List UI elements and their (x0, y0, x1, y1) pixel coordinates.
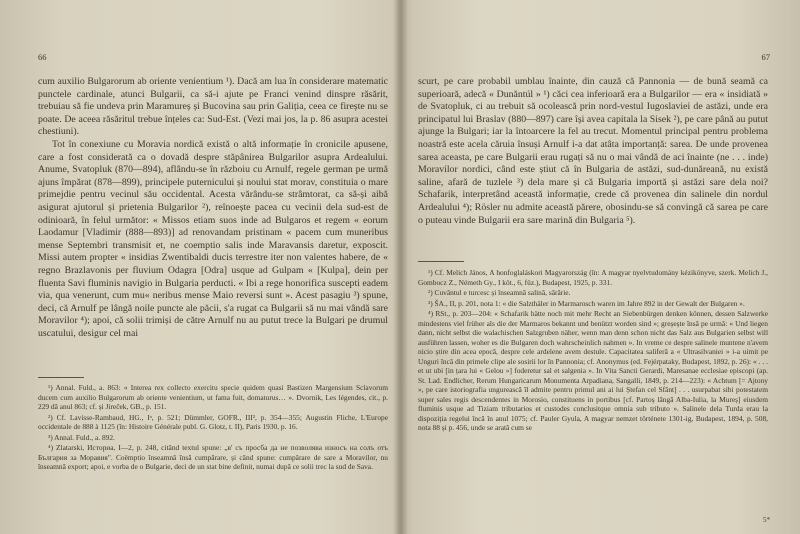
right-body (418, 76, 768, 227)
right-footnote: ²) Cuvântul e turcesc și înseamnă salină, sărărie. (428, 288, 571, 297)
left-page (38, 0, 390, 534)
right-paragraph-1: scurt, pe care probabil umblau înainte, din cauză că Pannonia — de bună seamă ca superioară, adecă « Dunăntúl » ¹) căci cea inferioară era a Bulgarilor — era « insidiată » de Svatopluk, ci au trebuit să ocolească prin nord-vestul Iugoslaviei de astăzi, unde era principatul lui Braslav (880—897) care își avea capitala la Sisek ²), pe care până au putut ajunge la Bulgari; iar la întoarcere la fel au trecut. Momentul principal pentru problema noastră este acela căruia însuși Arnulf i-a dat atâta importanță: sarea. De unde provenea sarea aceasta, pe care Bulgarii erau rugați să nu o mai vândă de aci înainte (ne . . . inde) Moravilor nordici, când este știut că în Bulgaria de astăzi, sud-dunăreană, nu există saline, afară de tuzlele ³) dela mare și că Bulgaria importă și astăzi sare dela noi? Schafarik, interpretând această informație, crede că provenea din salinele din nordul Ardealului ⁴); Rösler nu admite această părere, obosindu-se să convingă că sarea pe care o puteau vinde Bulgarii era sare marină din Bulgaria ⁵). (418, 76, 768, 226)
left-footnote: ³) Annal. Fuld., a. 892. (48, 432, 115, 442)
right-page (418, 0, 770, 534)
left-page-number: 66 (38, 52, 47, 62)
left-paragraph-2: Tot în conexiune cu Moravia nordică există o altă informație în cronicile apusene, care a fost considerată ca o dovadă despre stăpânirea Bulgarilor asupra Ardealului. Anume, Svatopluk (870—894), aflându-se în războiu cu Arnulf, regele german pe urmă ajuns împărat (878—899), principele puternicului și noului stat morav, constituia o mare primejdie pentru vecinul său occidental. Acesta vărându-se strâmtorat, ca să-și aibă asigurat ajutorul și prietenia Bulgarilor ²), reînoește pacea cu vecinii dela sud-est de odinioară, în felul următor: « Missos etiam suos inde ad Bulgaros et regem « eorum Laodamur [Vladimir (888—893)] ad renovandam pristinam « pacem cum muneribus mense Septembri transmisit et, ne coemptio salis inde Maravansis daretur, exposcit. Missi autem propter « insidias Zwentibaldi ducis terrestre iter non valentes habere, de « regno Brazlavonis per fluvium Odagra [Odra] usque ad Gulpam « [Kulpa], dein per fluenta Savi fluminis navigio in Bulgaria perducti. « Ibi a rege honorifica suscepti eadem via, qua venerunt, cum mu« neribus mense Maio reversi sunt ». Acest pasagiu ³) spune, deci, că Arnulf pe lângă noile puncte ale păcii, s'a rugat ca Bulgarii să nu mai vândă sare Moravilor ⁴); apoi, că solii trimiși de către Arnulf nu au putut trece la Bulgari pe drumul uscatului, desigur cel mai (38, 138, 388, 339)
right-footnote: ⁴) RSt., p. 203—204: « Schafarik hätte noch mit mehr Recht an Siebenbürgen denken können, dessen Salzwerke mindestens viel früher als die der Marmaros bekannt und benützt worden sind »; greșește însă pe urmă: « Und liegen dann, nicht selbst die walachischen Salzgruben näher, wenn man denn schon nicht das Salz aus Bulgarien selbst will ausführen lassen, woher es die Bulgaren doch wahrscheinlich nahmen ». In vreme ce despre salinele muntene n'avem nicio știre din acea epocă, despre cele ardelene avem destule. Capacitatea saliferă a « Ultrasilvaniei » i-a uimit pe Unguri încă din primele clipe ale sosirii lor în Pannonia; cf. Anonymus (ed. Fejérpataky, Budapest, 1892, p. 26): « . . . et ut ubi [in țara lui « Gelou »] foderetur sal et salgenia ». In Vita Sancti Gerardi, Maresanae ecclesiae episcopi (ap. St. Lad. Endlicher, Rerum Hungaricarum Monumenta Arpadiana, Sangalli, 1849, p. 214—223): « Achtum [= Ajtony », pe care istoriografia ungurească îl admite pentru primul ani ai lui Ștefan cel Sfânt] . . . usurpabat sibi potestatem super sales regis descendentes in Morosio, constituens in portibus [cf. Partoș lângă Alba-Iulia, la Mureș] eiusdem fluminis usque ad Tiziam tributarios et custodes conclusitque omnia sub tributo ». Salinele dela Turda erau la dispoziția regelui încă în anul 1075; cf. Pauler Gyula, A magyar nemzet története 1301-ig, Budapest, 1894, p. 508, nota 88 și p. 456, unde se arată cum se (418, 309, 768, 432)
left-footnote: ¹) Annal. Fuld., a. 863: « Interea rex collecto exercitu specie quidem quasi Bastizen Margensium Sclavorum ducem cum auxilio Bulgarorum ab oriente venientium, ut fama fuit, domaturus… ». Dvornik, Les légendes, cit., p. 229 dă anul 863; cf. și Jireček, GB., p. 151. (38, 383, 388, 411)
right-page-number: 67 (761, 52, 770, 62)
right-footnotes (418, 268, 768, 434)
left-footnotes (38, 383, 388, 473)
left-paragraph-1: cum auxilio Bulgarorum ab oriente venientium ¹). Dacă am lua în considerare matematic punctele cardinale, atunci Bulgarii, ca să-i ajute pe Franci venind dinspre răsărit, trebuiau să fie undeva prin Maramureș și Bucovina sau prin Galiția, ceea ce firește nu se poate. De aceea răsăritul trebue înțeles ca: Sud-Est. (Vezi mai jos, la p. 86 asupra acestei chestiuni). (38, 76, 388, 138)
signature-mark: 5* (763, 516, 770, 524)
left-footnote-rule (38, 377, 84, 378)
left-footnote: ²) Cf. Lavisse-Rambaud, HG., Iᵃ, p. 521; Dümmler, GOFR., III², p. 354—355; Augustin Fliche, L'Europe occidentale de 888 à 1125 (în: Histoire Générale publ. G. Glotz, t. II), Paris 1930, p. 16. (38, 412, 388, 431)
book-gutter (394, 0, 408, 534)
right-footnote-rule (418, 261, 464, 262)
left-footnote: ⁴) Zlatarski, Историа, I—2, p. 248, citând textul spune: „в' съ просба да не позволява износъ на солъ отъ България за Моравия". Coëmptio înseamnă însă cumpărare, și când spune: cumpărare de sare a Moravilor, nu înseamnă export; apoi, e vorba de o Bulgarie, deci de un stat bine definit, numai după ce solii trec la sud de Sava. (38, 443, 388, 471)
right-footnote: ³) ŠA., II, p. 201, nota 1: « die Salzthäler in Marmarosch waren im Jahre 892 in der Gewalt der Bulgaren ». (428, 298, 745, 308)
left-body (38, 76, 388, 340)
right-footnote: ¹) Cf. Melich János, A honfoglaláskori Magyarország (în: A magyar nyelvtudomány kézikönyve, szerk. Melich J., Gombocz Z., Németh Gy., I köt., 6, füz.), Budapest, 1925, p. 331. (418, 268, 768, 287)
